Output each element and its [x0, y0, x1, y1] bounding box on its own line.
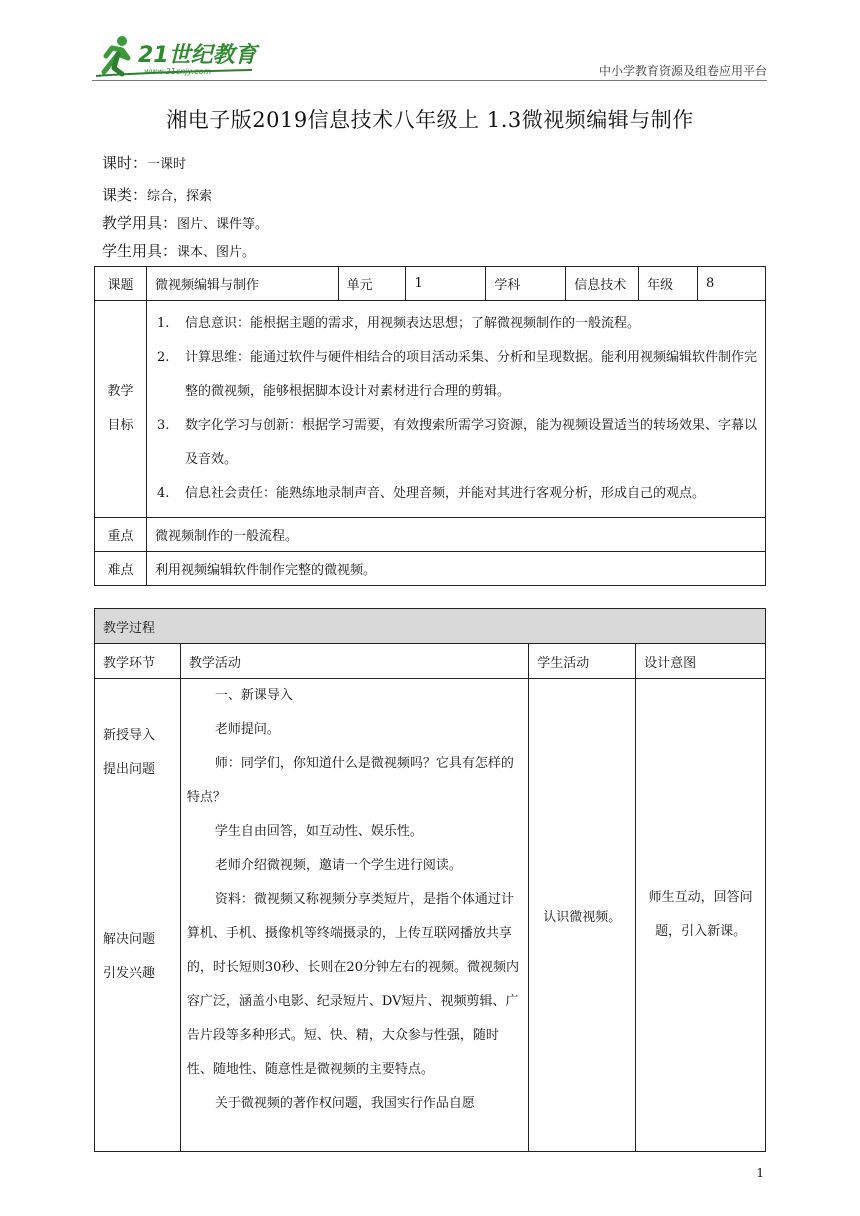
goal-item	[155, 477, 757, 511]
column-header: 学生活动	[529, 644, 636, 679]
goals-label	[95, 301, 147, 518]
subject-label: 学科	[486, 267, 566, 301]
goal-item	[155, 341, 757, 409]
platform-name: 中小学教育资源及组卷应用平台	[598, 64, 767, 78]
svg-text:www.21cnjy.com: www.21cnjy.com	[144, 67, 212, 76]
activity-paragraph: 老师介绍微视频，邀请一个学生进行阅读。	[214, 858, 462, 873]
activity-paragraph: 一、新课导入	[214, 688, 293, 703]
goals-cell	[146, 301, 765, 518]
meta-label: 课类：	[102, 186, 148, 204]
student-activity-cell: 认识微视频。	[529, 679, 636, 1152]
svg-text:21世纪教育: 21世纪教育	[138, 43, 257, 68]
goal-number: 4.	[156, 486, 170, 501]
page-number: 1	[756, 1166, 764, 1180]
meta-value: 图片、课件等。	[177, 217, 269, 232]
goal-item	[155, 409, 757, 477]
difficult-point-value: 利用视频编辑软件制作完整的微视频。	[146, 552, 765, 586]
activity-paragraph: 关于微视频的著作权问题，我国实行作品自愿	[214, 1096, 475, 1111]
unit-value: 1	[406, 267, 486, 301]
activity-paragraph: 师：同学们，你知道什么是微视频吗？它具有怎样的特点？	[186, 756, 514, 805]
goal-number: 2.	[156, 350, 170, 365]
meta-value: 一课时	[147, 157, 187, 172]
subject-value: 信息技术	[566, 267, 639, 301]
design-intent-cell: 师生互动，回答问题，引入新课。	[636, 679, 766, 1152]
goal-text: 信息社会责任：能熟练地录制声音、处理音频，并能对其进行客观分析，形成自己的观点。	[184, 486, 705, 501]
meta-teacher-tools	[102, 212, 268, 233]
goals-label-line: 教学	[107, 384, 134, 399]
activity-paragraph: 老师提问。	[214, 722, 280, 737]
goals-list	[155, 301, 757, 517]
header-divider	[92, 80, 767, 81]
meta-label: 学生用具：	[102, 242, 178, 260]
difficult-point-label: 难点	[95, 552, 147, 586]
column-header: 教学环节	[95, 644, 181, 679]
goal-number: 1.	[156, 316, 170, 331]
teaching-process-table	[94, 608, 766, 1152]
logo-21cnjy	[92, 32, 262, 78]
topic-value: 微视频编辑与制作	[146, 267, 338, 301]
goal-text: 数字化学习与创新：根据学习需要，有效搜索所需学习资源，能为视频设置适当的转场效果、字幕以及音效。	[184, 418, 757, 467]
stage-label: 新授导入	[103, 728, 156, 743]
column-header: 设计意图	[636, 644, 766, 679]
goal-number: 3.	[156, 418, 170, 433]
stage-label: 引发兴趣	[103, 966, 156, 981]
stage-cell	[95, 679, 181, 1152]
page-header	[92, 28, 767, 80]
activity-paragraph: 资料：微视频又称视频分享类短片，是指个体通过计算机、手机、摄像机等终端摄录的，上传互联网播放共享的，时长短则30秒、长则在20分钟左右的视频。微视频内容广泛，涵盖小电影、纪录短片、DV短片、视频剪辑、广告片段等多种形式。短、快、精，大众参与性强，随时性、随地性、随意性是微视频的主要特点。	[186, 892, 519, 1077]
meta-value: 综合，探索	[147, 189, 213, 204]
meta-period	[102, 152, 186, 173]
meta-label: 教学用具：	[102, 214, 178, 232]
unit-label: 单元	[338, 267, 406, 301]
goals-label-line: 目标	[107, 418, 134, 433]
key-point-value: 微视频制作的一般流程。	[146, 518, 765, 552]
goal-item	[155, 307, 757, 341]
teaching-activity-cell	[180, 679, 528, 1152]
grade-value: 8	[698, 267, 766, 301]
activity-text	[181, 679, 528, 1121]
meta-type	[102, 184, 212, 205]
meta-value: 课本、图片。	[177, 245, 256, 260]
meta-label: 课时：	[102, 154, 148, 172]
meta-student-tools	[102, 240, 255, 261]
grade-label: 年级	[639, 267, 698, 301]
lesson-info-table	[94, 266, 766, 586]
goal-text: 信息意识：能根据主题的需求，用视频表达思想；了解微视频制作的一般流程。	[184, 316, 640, 331]
process-section-title: 教学过程	[95, 609, 766, 644]
stage-label: 解决问题	[103, 932, 156, 947]
goal-text: 计算思维：能通过软件与硬件相结合的项目活动采集、分析和呈现数据。能利用视频编辑软件制作完整的微视频，能够根据脚本设计对素材进行合理的剪辑。	[184, 350, 757, 399]
document-title: 湘电子版2019信息技术八年级上 1.3微视频编辑与制作	[166, 108, 694, 132]
activity-paragraph: 学生自由回答，如互动性、娱乐性。	[214, 824, 423, 839]
topic-label: 课题	[95, 267, 147, 301]
stage-label: 提出问题	[103, 762, 156, 777]
column-header: 教学活动	[180, 644, 528, 679]
key-point-label: 重点	[95, 518, 147, 552]
